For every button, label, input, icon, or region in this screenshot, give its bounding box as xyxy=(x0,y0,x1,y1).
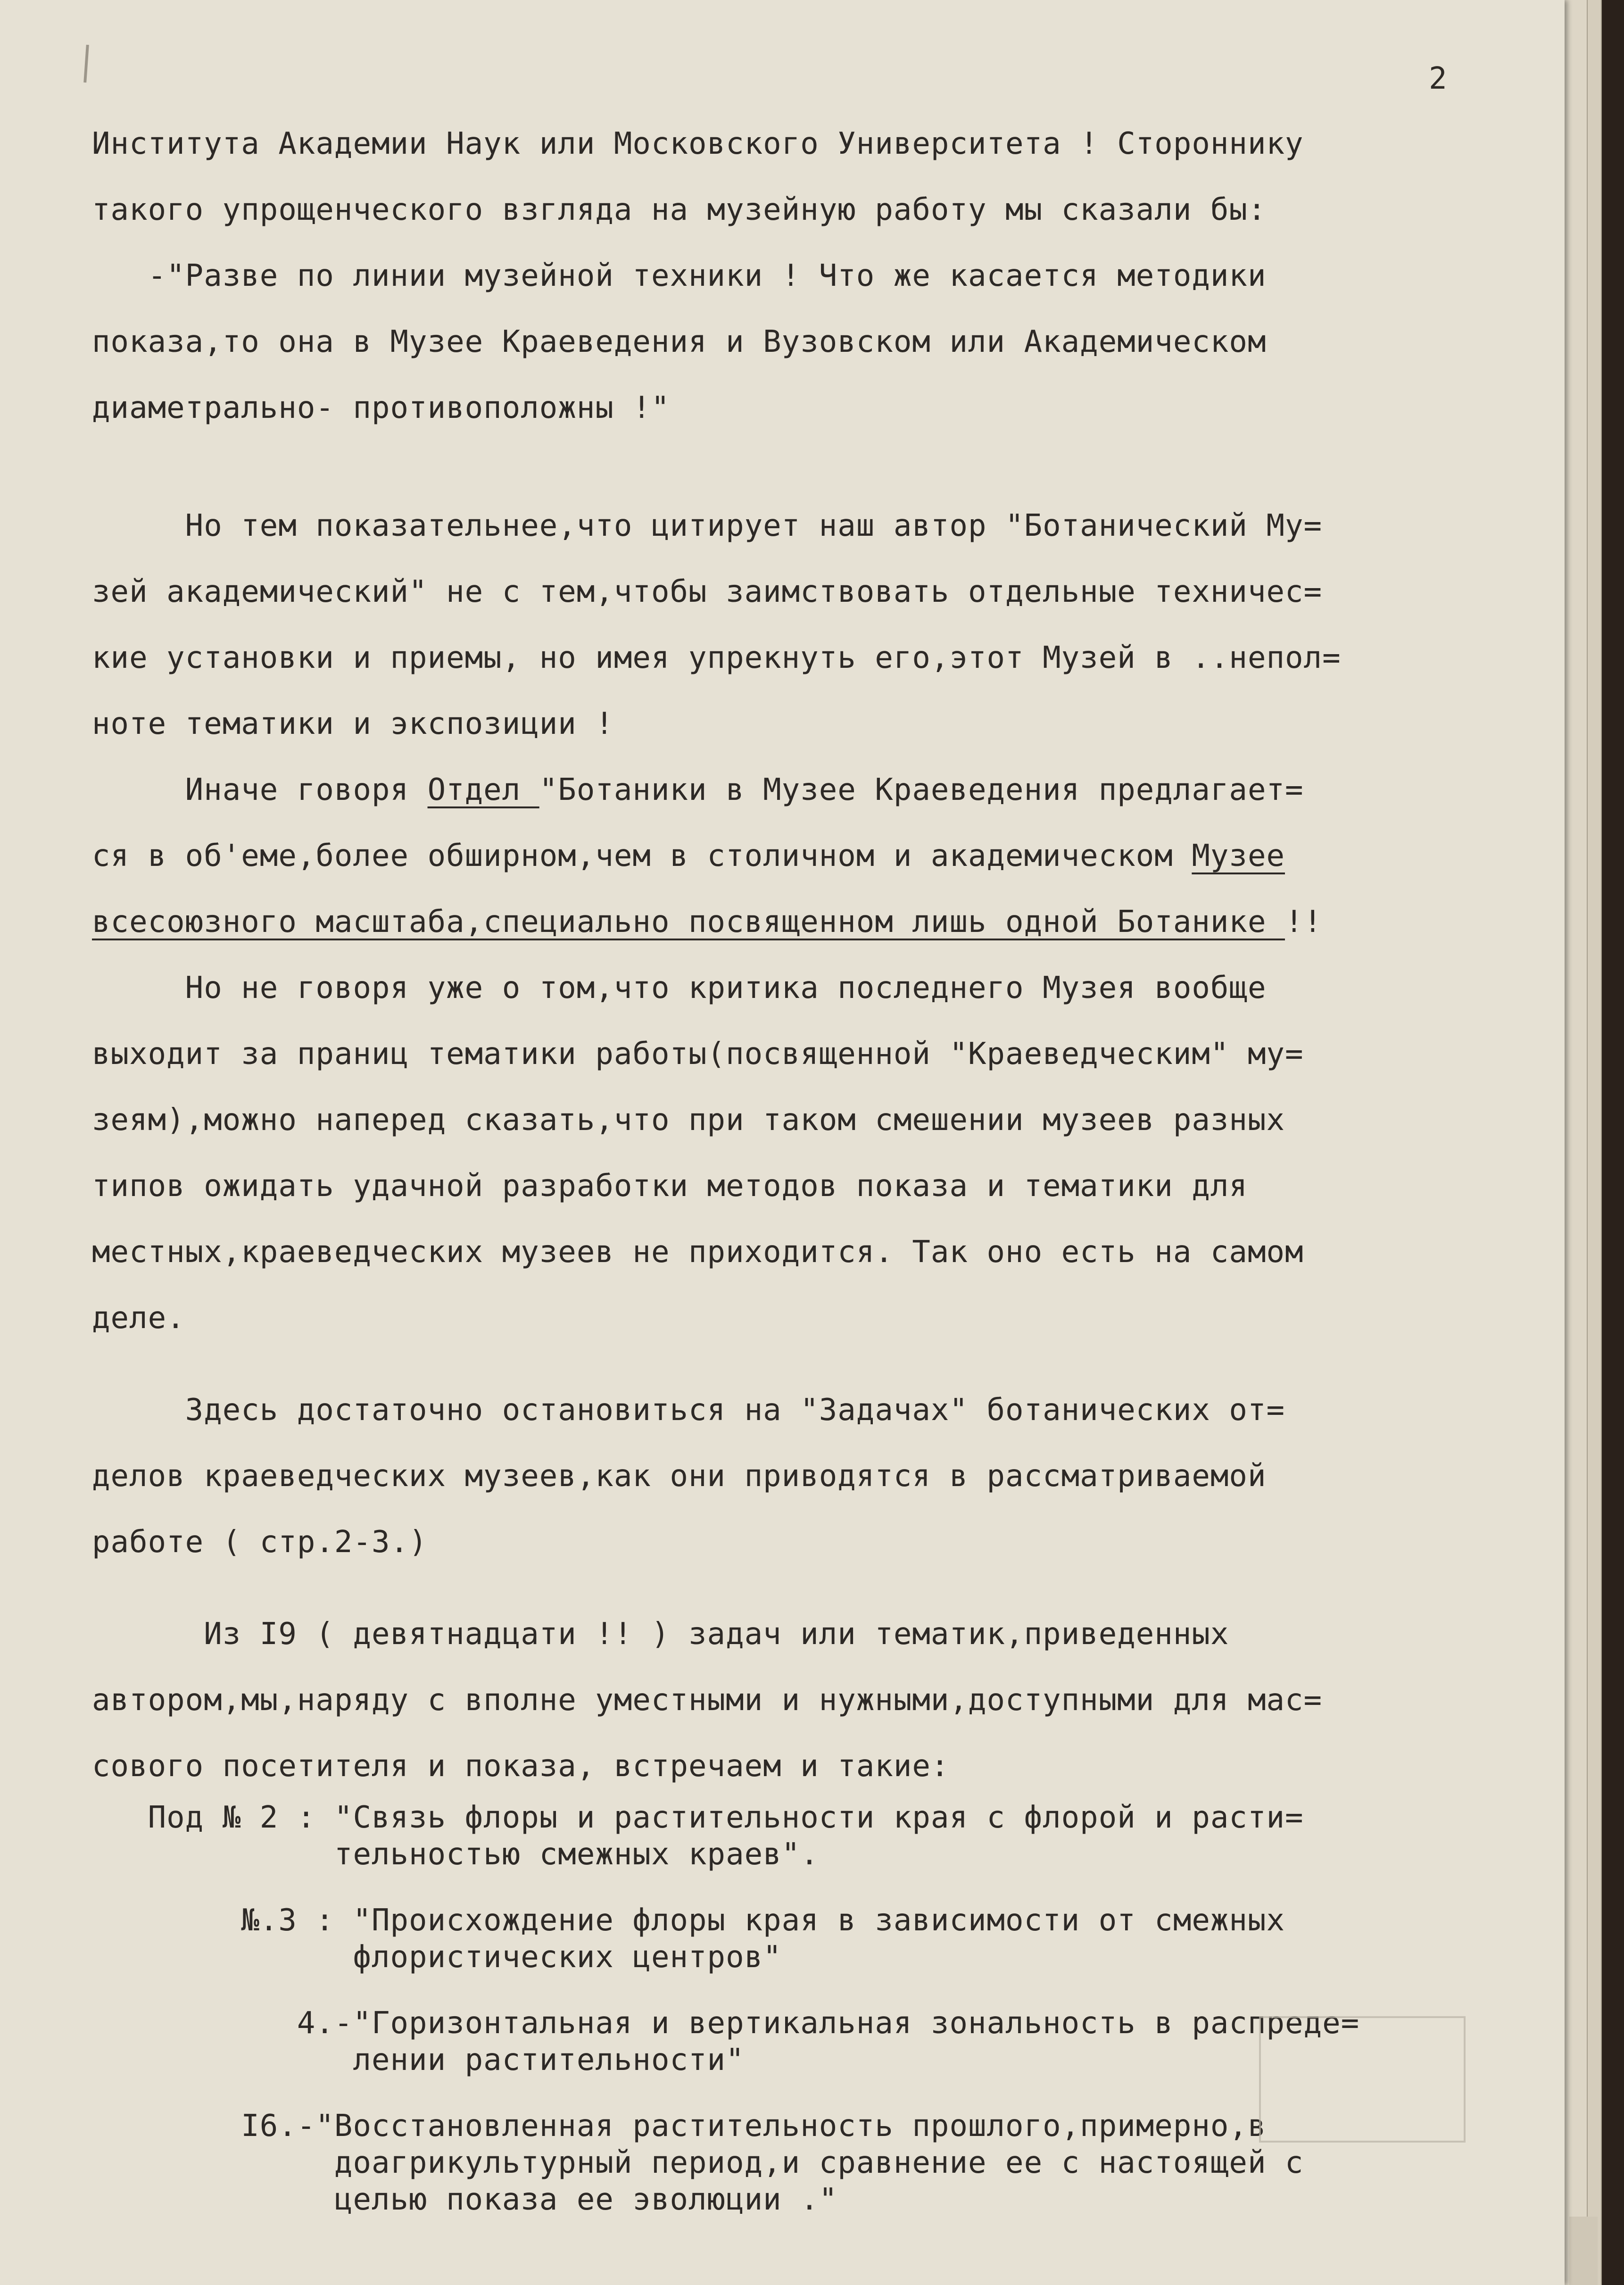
list-gap xyxy=(92,1873,1483,1902)
text-fragment: !! xyxy=(1285,905,1323,939)
text-line xyxy=(92,823,1483,889)
text-line: Здесь достаточно остановиться на "Задачах" ботанических от= xyxy=(92,1393,1285,1428)
task-line: флористических центров" xyxy=(92,1940,782,1975)
underlined-text: Отдел xyxy=(427,773,539,807)
text-line: зей академический" не с тем,чтобы заимствовать отдельные техничес= xyxy=(92,574,1323,609)
paragraph-5 xyxy=(92,1377,1483,1575)
text-line: ноте тематики и экспозиции ! xyxy=(92,706,614,741)
underlined-text: всесоюзного масштаба,специально посвященном лишь одной Ботанике xyxy=(92,905,1285,939)
task-list xyxy=(92,1799,1483,2218)
text-line: Но тем показательнее,что цитирует наш автор "Ботанический Му= xyxy=(92,508,1323,543)
text-line xyxy=(92,889,1483,955)
document-body xyxy=(92,111,1483,2218)
text-line xyxy=(92,757,1483,823)
paragraph-gap xyxy=(92,1575,1483,1601)
paragraph-gap xyxy=(92,1351,1483,1377)
text-line: показа,то она в Музее Краеведения и Вузовском или Академическом xyxy=(92,324,1267,359)
paragraph-4 xyxy=(92,955,1483,1351)
text-line: -"Разве по линии музейной техники ! Что же касается методики xyxy=(92,258,1267,293)
text-line: деле. xyxy=(92,1301,185,1336)
paragraph-3 xyxy=(92,757,1483,955)
text-line: такого упрощенческого взгляда на музейную работу мы сказали бы: xyxy=(92,192,1267,227)
paragraph-1 xyxy=(92,111,1483,441)
task-line: лении растительности" xyxy=(92,2043,745,2077)
text-fragment: Иначе говоря xyxy=(92,773,428,807)
faded-stamp xyxy=(1259,2016,1466,2143)
task-line: I6.-"Восстановленная растительность прошлого,примерно,в xyxy=(92,2109,1267,2144)
text-line: типов ожидать удачной разработки методов показа и тематики для xyxy=(92,1169,1248,1204)
text-line: кие установки и приемы, но имея упрекнуть его,этот Музей в ..непол= xyxy=(92,640,1341,675)
text-line: работе ( стр.2-3.) xyxy=(92,1525,428,1560)
text-line: зеям),можно наперед сказать,что при таком смешении музеев разных xyxy=(92,1103,1285,1138)
task-line: целью показа ее эволюции ." xyxy=(92,2182,838,2217)
text-line: автором,мы,наряду с вполне уместными и нужными,доступными для мас= xyxy=(92,1683,1323,1718)
page-number: 2 xyxy=(1429,61,1447,96)
text-line: Из I9 ( девятнадцати !! ) задач или тематик,приведенных xyxy=(92,1617,1229,1652)
task-line: тельностью смежных краев". xyxy=(92,1837,819,1872)
task-line: Под № 2 : "Связь флоры и растительности края с флорой и расти= xyxy=(92,1800,1304,1835)
task-line: доагрикультурный период,и сравнение ее с настоящей с xyxy=(92,2145,1304,2180)
text-line: местных,краеведческих музеев не приходится. Так оно есть на самом xyxy=(92,1235,1304,1270)
pencil-mark xyxy=(83,45,89,83)
paragraph-gap xyxy=(92,441,1483,493)
text-line: сового посетителя и показа, встречаем и такие: xyxy=(92,1749,950,1784)
text-line: выходит за праниц тематики работы(посвященной "Краеведческим" му= xyxy=(92,1037,1304,1072)
list-item xyxy=(92,1902,1483,1976)
task-line: №.3 : "Происхождение флоры края в зависимости от смежных xyxy=(92,1903,1285,1938)
task-line: 4.-"Горизонтальная и вертикальная зональность в распреде= xyxy=(92,2006,1360,2041)
text-line: делов краеведческих музеев,как они приводятся в рассматриваемой xyxy=(92,1459,1267,1494)
text-fragment: ся в об'еме,более обширном,чем в столичном и академическом xyxy=(92,839,1192,873)
paragraph-6 xyxy=(92,1601,1483,1799)
list-item xyxy=(92,1799,1483,1873)
sheet-edge xyxy=(1569,2217,1598,2285)
text-line: Но не говоря уже о том,что критика последнего Музея вообще xyxy=(92,971,1267,1005)
underlined-text: Музее xyxy=(1192,839,1285,873)
text-line: Института Академии Наук или Московского Университета ! Стороннику xyxy=(92,126,1304,161)
paragraph-2 xyxy=(92,493,1483,757)
text-line: диаметрально- противоположны !" xyxy=(92,391,670,425)
list-gap xyxy=(92,1976,1483,2005)
text-fragment: "Ботаники в Музее Краеведения предлагает= xyxy=(539,773,1304,807)
